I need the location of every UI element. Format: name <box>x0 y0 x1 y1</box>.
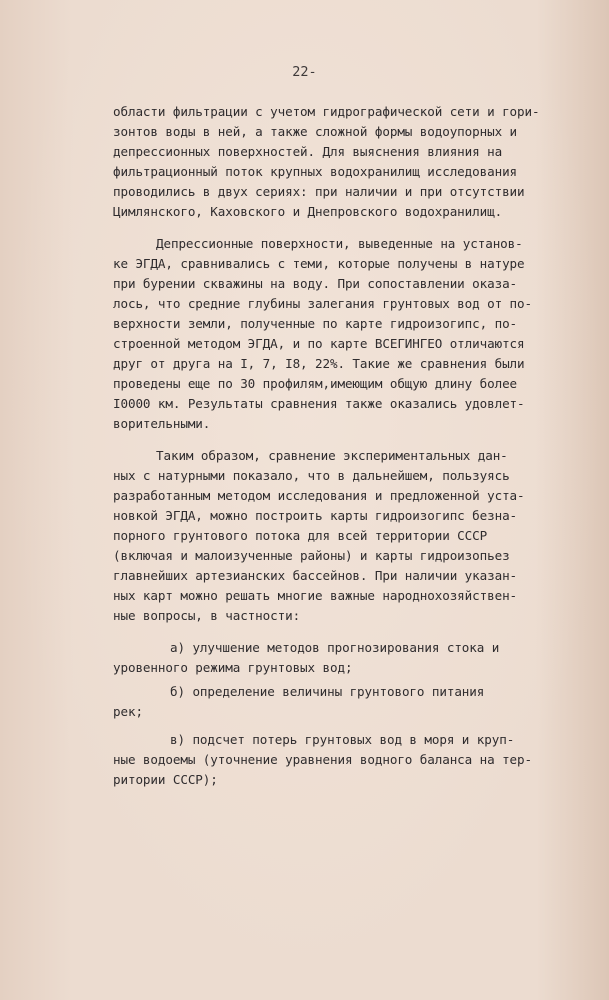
text-line: проведены еще по 30 профилям,имеющим общую длину более <box>113 376 518 391</box>
list-item: б) определение величины грунтового питания <box>170 684 485 699</box>
text-line: ные водоемы (уточнение уравнения водного баланса на тер- <box>113 752 532 767</box>
text-line: фильтрационный поток крупных водохранилищ исследования <box>113 164 518 179</box>
list-item: в) подсчет потерь грунтовых вод в моря и круп- <box>170 732 515 747</box>
text-line: уровенного режима грунтовых вод; <box>113 660 353 675</box>
text-line: друг от друга на I, 7, I8, 22%. Такие же сравнения были <box>113 356 525 371</box>
text-line: лось, что средние глубины залегания грунтовых вод от по- <box>113 296 532 311</box>
text-line: I0000 км. Результаты сравнения также оказались удовлет- <box>113 396 525 411</box>
text-line: (включая и малоизученные районы) и карты гидроизопьез <box>113 548 510 563</box>
text-line: ворительными. <box>113 416 211 431</box>
text-line: области фильтрации с учетом гидрографической сети и гори- <box>113 104 540 119</box>
list-item: а) улучшение методов прогнозирования стока и <box>170 640 500 655</box>
text-line: Таким образом, сравнение экспериментальных дан- <box>156 448 508 463</box>
text-line: рек; <box>113 704 143 719</box>
text-line: порного грунтового потока для всей территории СССР <box>113 528 488 543</box>
text-line: верхности земли, полученные по карте гидроизогипс, по- <box>113 316 518 331</box>
page-number: 22- <box>292 64 317 80</box>
text-line: разработанным методом исследования и предложенной уста- <box>113 488 525 503</box>
text-line: ке ЭГДА, сравнивались с теми, которые получены в натуре <box>113 256 525 271</box>
text-line: ных с натурными показало, что в дальнейшем, пользуясь <box>113 468 510 483</box>
text-line: новкой ЭГДА, можно построить карты гидроизогипс безна- <box>113 508 518 523</box>
text-line: ные вопросы, в частности: <box>113 608 301 623</box>
text-line: ных карт можно решать многие важные народнохозяйствен- <box>113 588 518 603</box>
text-line: главнейших артезианских бассейнов. При наличии указан- <box>113 568 518 583</box>
text-line: строенной методом ЭГДА, и по карте ВСЕГИНГЕО отличаются <box>113 336 525 351</box>
text-line: депрессионных поверхностей. Для выяснения влияния на <box>113 144 503 159</box>
text-line: проводились в двух сериях: при наличии и при отсутствии <box>113 184 525 199</box>
text-line: ритории СССР); <box>113 772 218 787</box>
text-line: Цимлянского, Каховского и Днепровского водохранилищ. <box>113 204 503 219</box>
text-line: Депрессионные поверхности, выведенные на установ- <box>156 236 523 251</box>
text-line: при бурении скважины на воду. При сопоставлении оказа- <box>113 276 518 291</box>
text-line: зонтов воды в ней, а также сложной формы водоупорных и <box>113 124 518 139</box>
